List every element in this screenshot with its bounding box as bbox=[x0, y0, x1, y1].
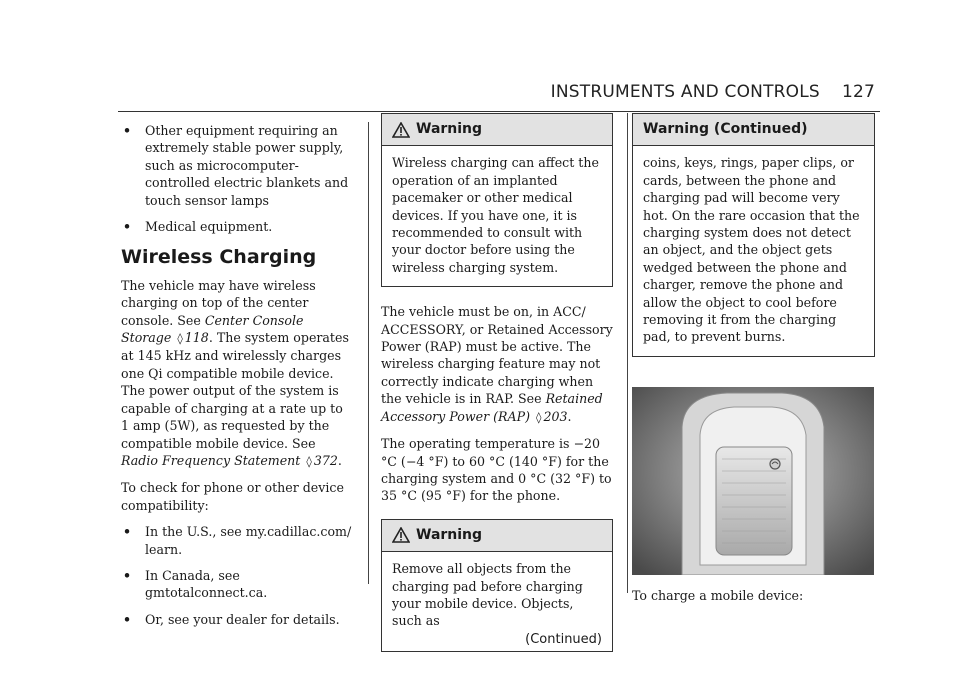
bullet-icon: • bbox=[123, 611, 132, 627]
list-item bbox=[121, 122, 353, 209]
bullet-icon: • bbox=[123, 524, 132, 540]
warning-title: Warning bbox=[416, 526, 483, 543]
paragraph: The vehicle must be on, in ACC/ ACCESSORY, or Retained Accessory Power (RAP) must be active. The wireless charging feature may not correctly indicate charging when the vehicle is in RAP. See Retained Accessory Power (RAP) ◊ 203. bbox=[381, 304, 613, 424]
warning-body: Wireless charging can affect the operation of an implanted pacemaker or other medical devices. If you have one, it is recommended to consult with your doctor before using the wireless charging system. bbox=[392, 155, 599, 275]
caption: To charge a mobile device: bbox=[632, 588, 804, 604]
header-rule bbox=[118, 111, 880, 112]
bullet-icon: • bbox=[123, 567, 132, 583]
warning-header bbox=[382, 520, 612, 552]
cross-reference-link[interactable]: Retained Accessory Power (RAP) bbox=[381, 391, 603, 424]
column-divider bbox=[368, 122, 369, 584]
column-3 bbox=[632, 113, 875, 614]
list-item bbox=[121, 523, 353, 558]
list-item bbox=[121, 567, 353, 602]
page-ref-arrow-icon: ◊ bbox=[536, 410, 542, 424]
page-ref[interactable]: 118 bbox=[184, 330, 209, 346]
section-heading: Wireless Charging bbox=[121, 246, 317, 269]
warning-body: Remove all objects from the charging pad before charging your mobile device. Objects, such as (Continued) bbox=[392, 561, 602, 647]
warning-title: Warning bbox=[416, 121, 483, 137]
warning-box bbox=[632, 113, 875, 357]
list-item-text: In the U.S., see my.cadillac.com/ learn. bbox=[145, 524, 352, 557]
warning-triangle-icon bbox=[392, 122, 410, 138]
page-ref-arrow-icon: ◊ bbox=[177, 332, 183, 346]
paragraph: The operating temperature is −20 °C (−4 °F) to 60 °C (140 °F) for the charging system and 0 °C (32 °F) to 35 °C (95 °F) for the phone. bbox=[381, 436, 612, 504]
section-title: INSTRUMENTS AND CONTROLS bbox=[550, 82, 820, 102]
bullet-icon: • bbox=[123, 219, 132, 235]
page-ref-arrow-icon: ◊ bbox=[306, 454, 312, 468]
continued-label: (Continued) bbox=[525, 631, 602, 647]
column-divider bbox=[627, 113, 628, 593]
list-item bbox=[121, 611, 353, 628]
list-item-text: Medical equipment. bbox=[145, 219, 273, 235]
list-item bbox=[121, 218, 353, 235]
list-item-text: Or, see your dealer for details. bbox=[145, 611, 340, 627]
page-ref[interactable]: 372 bbox=[313, 452, 338, 468]
cross-reference-link[interactable]: Radio Frequency Statement bbox=[121, 452, 301, 468]
page-number: 127 bbox=[841, 82, 875, 102]
column-2 bbox=[381, 113, 613, 652]
warning-box bbox=[381, 113, 613, 287]
warning-triangle-icon bbox=[392, 527, 410, 543]
wireless-charger-image bbox=[632, 387, 874, 575]
cross-reference-link[interactable]: Center Console Storage bbox=[121, 312, 304, 346]
list-item-text: Other equipment requiring an extremely stable power supply, such as microcomputer-controlled electric blankets and touch sensor lamps bbox=[145, 123, 349, 208]
bullet-icon: • bbox=[123, 123, 132, 138]
page-header bbox=[551, 82, 875, 102]
warning-title: Warning (Continued) bbox=[643, 121, 808, 137]
paragraph: To check for phone or other device compatibility: bbox=[121, 480, 344, 513]
warning-header bbox=[382, 114, 612, 146]
warning-box bbox=[381, 519, 613, 652]
list-item-text: In Canada, see gmtotalconnect.ca. bbox=[145, 567, 268, 601]
warning-body: coins, keys, rings, paper clips, or cards, between the phone and charging pad will become very hot. On the rare occasion that the charging system does not detect an object, and the object gets wedged between the phone and charger, remove the phone and allow the object to cool before removing it from the charging pad, to prevent burns. bbox=[643, 155, 860, 345]
warning-header bbox=[633, 114, 874, 146]
paragraph: The vehicle may have wireless charging on top of the center console. See Center Console Storage ◊ 118. The system operates at 145 kHz and wirelessly charges one Qi compatible mobile device. The power output of the system is capable of charging at a rate up to 1 amp (5W), as requested by the compatible mobile device. See Radio Frequency Statement ◊ 372. bbox=[121, 277, 349, 468]
column-1 bbox=[121, 122, 353, 637]
page-ref[interactable]: 203 bbox=[543, 408, 568, 424]
